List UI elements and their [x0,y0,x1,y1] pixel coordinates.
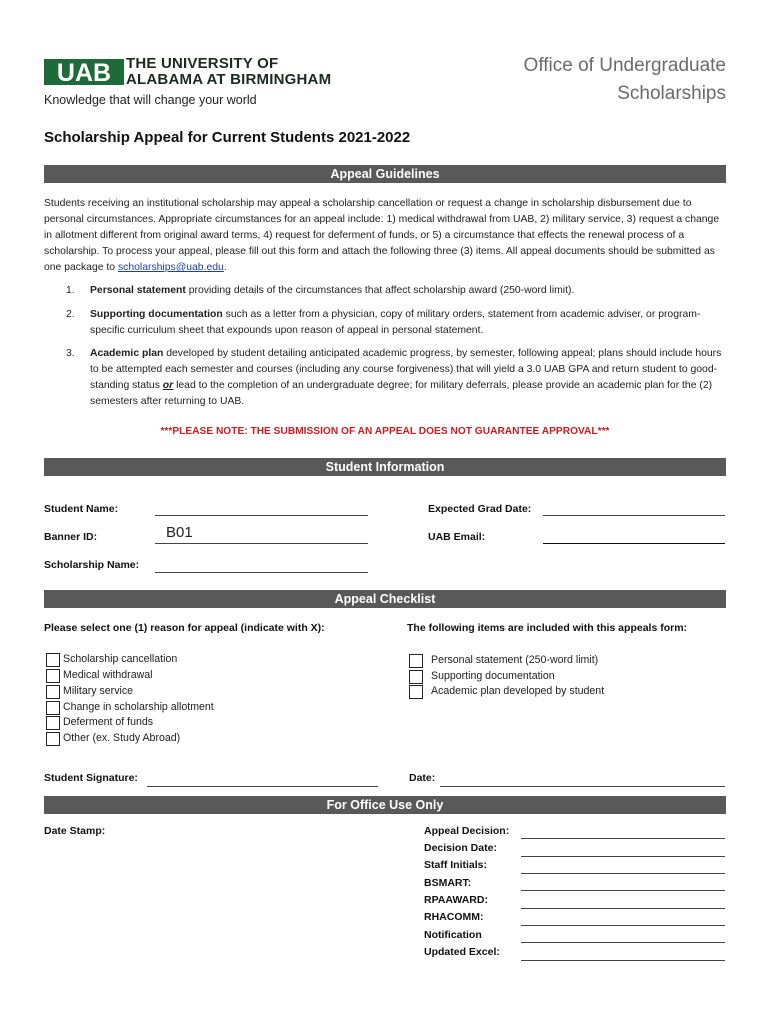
item-number: 1. [66,285,75,296]
rpaaward-field[interactable] [521,908,725,909]
expected-grad-date-field[interactable] [543,515,725,516]
office-field-label: Appeal Decision: [424,825,510,837]
university-name-line2: ALABAMA AT BIRMINGHAM [126,71,332,88]
uab-email-field[interactable] [543,543,725,544]
date-field[interactable] [440,786,725,787]
office-field-label: Decision Date: [424,842,497,854]
office-field-label: RHACOMM: [424,911,484,923]
item-bold: Supporting documentation [90,309,223,320]
item-text: providing details of the circumstances that affect scholarship award (250-word limit). [185,285,575,296]
office-name [524,52,726,108]
office-field-label: Staff Initials: [424,859,488,871]
reason-checkbox-scholarship-cancellation[interactable] [46,653,60,667]
student-name-field[interactable] [155,515,368,516]
reason-checkbox-other[interactable] [46,732,60,746]
student-signature-label: Student Signature: [44,772,138,784]
banner-id-label: Banner ID: [44,531,98,543]
tagline: Knowledge that will change your world [44,93,257,107]
guidelines-intro-text: Students receiving an institutional scholarship may appeal a scholarship cancellation or request a change in scholarship disbursement due to personal circumstances. Appropriate circumstances for an appeal include: 1) medical withdrawal from UAB, 2) military service, 3) request a change in allotment different from original award terms, 4) request for deferment of funds, or 5) a circumstance that effects the renewal process of a scholarship. To process your appeal, please fill out this form and attach the following three (3) items. All appeal documents should be submitted as one package to [44,198,720,273]
reason-checkbox-medical-withdrawal[interactable] [46,669,60,683]
uab-logo [44,54,124,90]
updated-excel-field[interactable] [521,960,725,961]
item-bold: Personal statement [90,285,186,296]
office-name-line2: Scholarships [617,83,726,104]
guideline-item-2 [66,307,726,339]
decision-date-field[interactable] [521,856,725,857]
guideline-item-1 [66,283,726,299]
student-name-label: Student Name: [44,503,119,515]
banner-id-value[interactable]: B01 [166,524,193,541]
form-title: Scholarship Appeal for Current Students 2021-2022 [44,129,411,146]
date-stamp-label: Date Stamp: [44,825,106,837]
scholarship-name-field[interactable] [155,572,368,573]
included-checkbox-academic-plan[interactable] [409,685,423,699]
office-field-label: BSMART: [424,877,472,889]
reason-instructions: Please select one (1) reason for appeal (indicate with X): [44,622,325,634]
item-bold: Academic plan [90,348,164,359]
item-number: 3. [66,348,75,359]
appeal-decision-field[interactable] [521,838,725,839]
item-number: 2. [66,309,75,320]
office-field-label: Updated Excel: [424,946,500,958]
included-checkbox-supporting-documentation[interactable] [409,670,423,684]
reason-checkbox-change-allotment[interactable] [46,701,60,715]
scholarship-name-label: Scholarship Name: [44,559,140,571]
logo-letters: UAB [56,59,112,87]
item-emphasis: or [162,380,174,391]
guideline-item-3 [66,346,726,410]
bsmart-field[interactable] [521,890,725,891]
item-text: such as a letter from a physician, copy of military orders, statement from academic adviser, or program-specific curriculum sheet that expounds upon reason of appeal in personal statement. [90,309,701,336]
notification-field[interactable] [521,942,725,943]
reason-label: Change in scholarship allotment [63,701,214,713]
student-information-heading: Student Information [44,458,726,476]
appeal-checklist-heading: Appeal Checklist [44,590,726,608]
reason-label: Scholarship cancellation [63,653,178,665]
reason-label: Military service [63,685,134,697]
included-checkbox-personal-statement[interactable] [409,654,423,668]
university-name-line1: THE UNIVERSITY OF [126,55,279,72]
reason-checkbox-military-service[interactable] [46,685,60,699]
included-items-instructions: The following items are included with this appeals form: [407,622,688,634]
date-label: Date: [409,772,436,784]
office-field-label: Notification [424,929,482,941]
included-label: Personal statement (250-word limit) [431,654,599,666]
reason-checkbox-deferment[interactable] [46,716,60,730]
reason-label: Other (ex. Study Abroad) [63,732,181,744]
reason-label: Medical withdrawal [63,669,153,681]
staff-initials-field[interactable] [521,873,725,874]
item-text: developed by student detailing anticipated academic progress, by semester, following appeal; plans should include hours to be attempted each semester and courses (including any course forgiveness) that will yield a 3.0 UAB GPA and return student to good-standing status [90,348,722,391]
scholarships-email-link[interactable]: scholarships@uab.edu [117,262,224,273]
uab-email-label: UAB Email: [428,531,486,543]
intro-end: . [223,262,227,273]
office-name-line1: Office of Undergraduate [523,55,726,76]
approval-note: ***PLEASE NOTE: THE SUBMISSION OF AN APPEAL DOES NOT GUARANTEE APPROVAL*** [160,426,610,437]
office-use-heading: For Office Use Only [44,796,726,814]
office-field-label: RPAAWARD: [424,894,488,906]
rhacomm-field[interactable] [521,925,725,926]
banner-id-field[interactable] [155,543,368,544]
guidelines-intro [44,196,728,276]
included-label: Supporting documentation [431,670,555,682]
reason-label: Deferment of funds [63,716,154,728]
item-text: lead to the completion of an undergraduate degree; for military deferrals, please provide an academic plan for the (2) semesters after returning to UAB. [90,380,713,407]
included-label: Academic plan developed by student [431,685,605,697]
appeal-guidelines-heading: Appeal Guidelines [44,165,726,183]
student-signature-field[interactable] [147,786,378,787]
expected-grad-date-label: Expected Grad Date: [428,503,532,515]
